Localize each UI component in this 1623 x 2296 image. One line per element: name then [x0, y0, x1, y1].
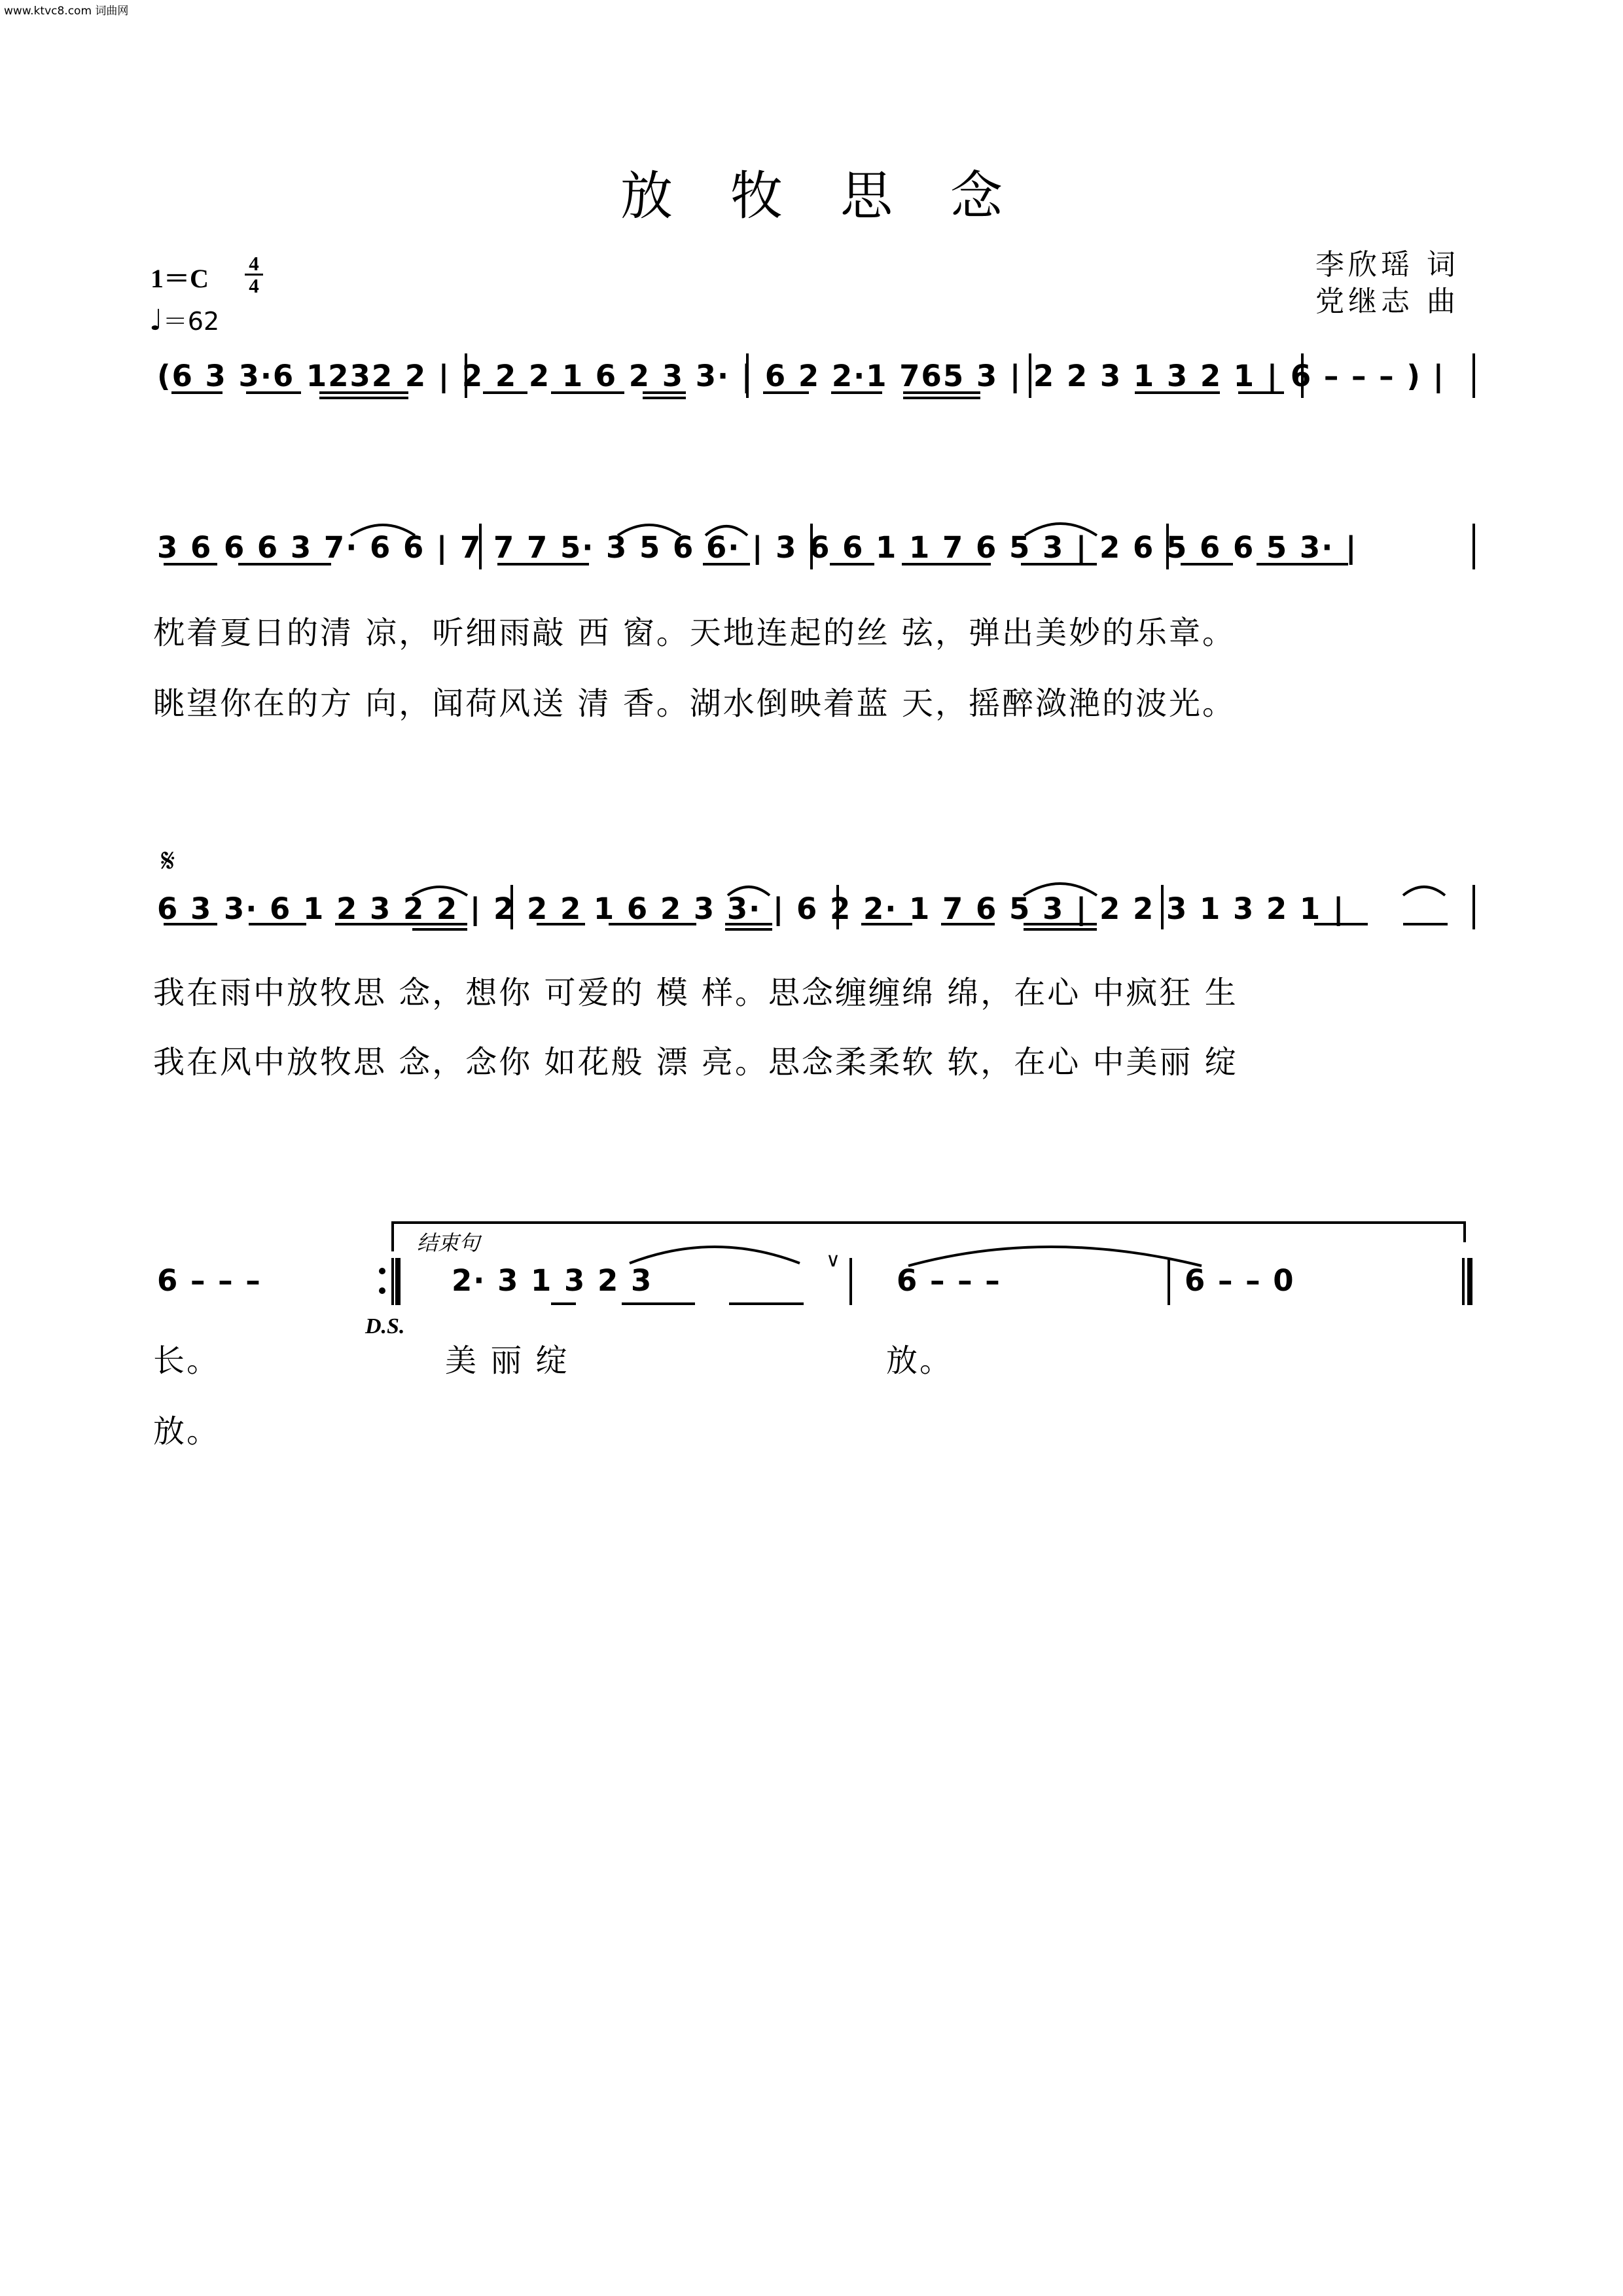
slur	[1403, 887, 1445, 895]
slur	[728, 887, 770, 895]
slur	[618, 525, 681, 535]
lyrics-verse2-line2: 我在风中放牧思 念，念你 如花般 漂 亮。思念柔柔软 软，在心 中美丽 绽	[153, 1044, 1238, 1081]
tie	[908, 1247, 1202, 1266]
quarter-note-icon: ♩	[149, 304, 163, 337]
score-row-ending-c: 6 – – –	[897, 1263, 1001, 1298]
site-watermark: www.ktvc8.com 词曲网	[4, 5, 129, 18]
composer-credit: 党继志 曲	[1315, 285, 1459, 318]
slur	[351, 525, 415, 535]
slur	[1024, 884, 1097, 895]
time-signature-top: 4	[249, 252, 259, 275]
score-row-intro: (6 3 3·6 1232 2 | 2 2 2 1 6 2 3 3· | 6 2 2·1 765 3 | 2 2 3 1 3 2 1 | 6 – – – ) |	[157, 359, 1446, 393]
slur	[705, 526, 747, 535]
lyrics-ending-line1-a: 长。	[153, 1342, 221, 1379]
score-row-ending-a: 6 – – –	[157, 1263, 262, 1298]
lyrics-verse1-line2: 眺望你在的方 向，闻荷风送 清 香。湖水倒映着蓝 天，摇醉潋滟的波光。	[153, 685, 1236, 722]
score-row-chorus: 6 3 3· 6 1 2 3 2 2 | 2 2 2 1 6 2 3 3· | 6 2 2· 1 7 6 5 3 | 2 2 3 1 3 2 1 |	[157, 891, 1346, 926]
score-row-ending-d: 6 – – 0	[1185, 1263, 1295, 1298]
slur	[630, 1247, 800, 1263]
time-signature-bottom: 4	[249, 274, 259, 297]
score-row-ending-b: 2· 3 1 3 2 3	[452, 1263, 653, 1298]
lyrics-ending-line2: 放。	[153, 1413, 221, 1450]
segno-sign: 𝄋	[161, 842, 175, 880]
tempo-value: ＝62	[162, 307, 220, 336]
ending-label: 结束句	[417, 1230, 480, 1255]
dal-segno-mark: D.S.	[365, 1314, 405, 1338]
slur	[412, 887, 467, 895]
breath-mark: ∨	[826, 1249, 840, 1272]
lyricist-credit: 李欣瑶 词	[1315, 248, 1459, 281]
lyrics-ending-line1-c: 放。	[886, 1342, 954, 1379]
slur	[1025, 524, 1097, 535]
lyrics-verse1-line1: 枕着夏日的清 凉，听细雨敲 西 窗。天地连起的丝 弦，弹出美妙的乐章。	[153, 615, 1236, 651]
repeat-dot	[379, 1268, 385, 1274]
lyrics-verse2-line1: 我在雨中放牧思 念，想你 可爱的 模 样。思念缠缠绵 绵，在心 中疯狂 生	[153, 975, 1238, 1011]
repeat-dot	[379, 1287, 385, 1294]
song-title: 放牧思念	[620, 166, 1060, 226]
ending-bracket	[393, 1223, 1465, 1251]
key-signature: 1＝C	[151, 264, 209, 293]
score-row-verse: 3 6 6 6 3 7· 6 6 | 7 7 7 5· 3 5 6 6· | 3 6 6 1 1 7 6 5 3 | 2 6 5 6 6 5 3· |	[157, 530, 1358, 565]
lyrics-ending-line1-b: 美 丽 绽	[445, 1342, 569, 1379]
